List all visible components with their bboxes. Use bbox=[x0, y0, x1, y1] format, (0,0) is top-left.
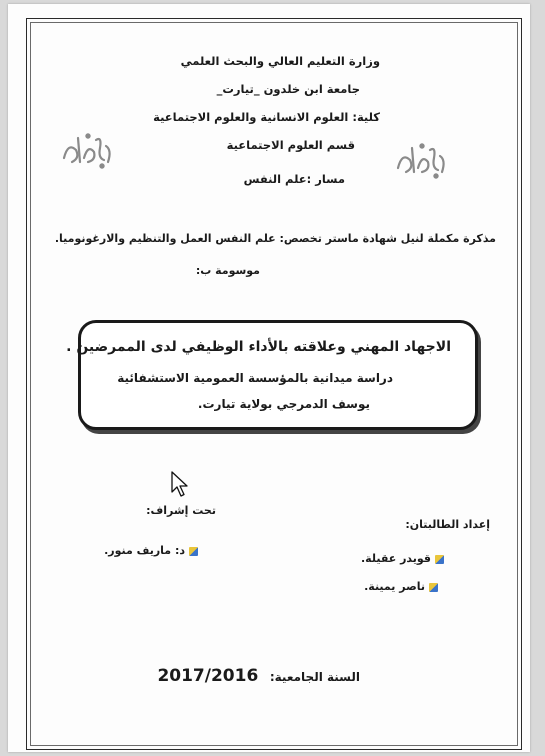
bullet-icon bbox=[189, 547, 198, 556]
thesis-subtitle-1: دراسة ميدانية بالمؤسسة العمومية الاستشفائية bbox=[117, 371, 393, 385]
university-logo-icon bbox=[58, 128, 116, 172]
academic-year-value: 2017/2016 bbox=[157, 666, 259, 686]
student-name: ناصر يمينة. bbox=[364, 580, 425, 593]
university-logo-icon bbox=[392, 138, 450, 182]
academic-year bbox=[157, 666, 360, 686]
document-page bbox=[8, 4, 530, 752]
thesis-subtitle-2: يوسف الدمرجي بولاية تيارت. bbox=[197, 397, 370, 411]
faculty-name: كلية: العلوم الانسانية والعلوم الاجتماعية bbox=[153, 110, 380, 124]
mouse-cursor-icon bbox=[170, 470, 190, 498]
bullet-icon bbox=[435, 555, 444, 564]
students-label: إعداد الطالبتان: bbox=[405, 518, 490, 531]
university-name: جامعة ابن خلدون _تيارت_ bbox=[216, 82, 360, 96]
track-name: مسار :علم النفس bbox=[243, 172, 345, 186]
supervisor-entry bbox=[104, 544, 198, 557]
student-entry bbox=[361, 552, 444, 565]
ministry-name: وزارة التعليم العالي والبحث العلمي bbox=[180, 54, 380, 68]
supervisor-name: د: ماريف منور. bbox=[104, 544, 185, 557]
titled-label: موسومة ب: bbox=[195, 264, 260, 277]
department-name: قسم العلوم الاجتماعية bbox=[226, 138, 355, 152]
student-name: قويدر عقيلة. bbox=[360, 552, 431, 565]
thesis-title: الاجهاد المهني وعلاقته بالأداء الوظيفي لدى الممرضين . bbox=[66, 339, 451, 355]
academic-year-label: السنة الجامعية: bbox=[269, 670, 360, 684]
title-box bbox=[66, 320, 478, 430]
memo-description: مذكرة مكملة لنيل شهادة ماستر تخصص: علم النفس العمل والتنظيم والارغونوميا. bbox=[54, 232, 496, 245]
student-entry bbox=[364, 580, 438, 593]
bullet-icon bbox=[429, 583, 438, 592]
supervision-label: تحت إشراف: bbox=[146, 504, 216, 517]
